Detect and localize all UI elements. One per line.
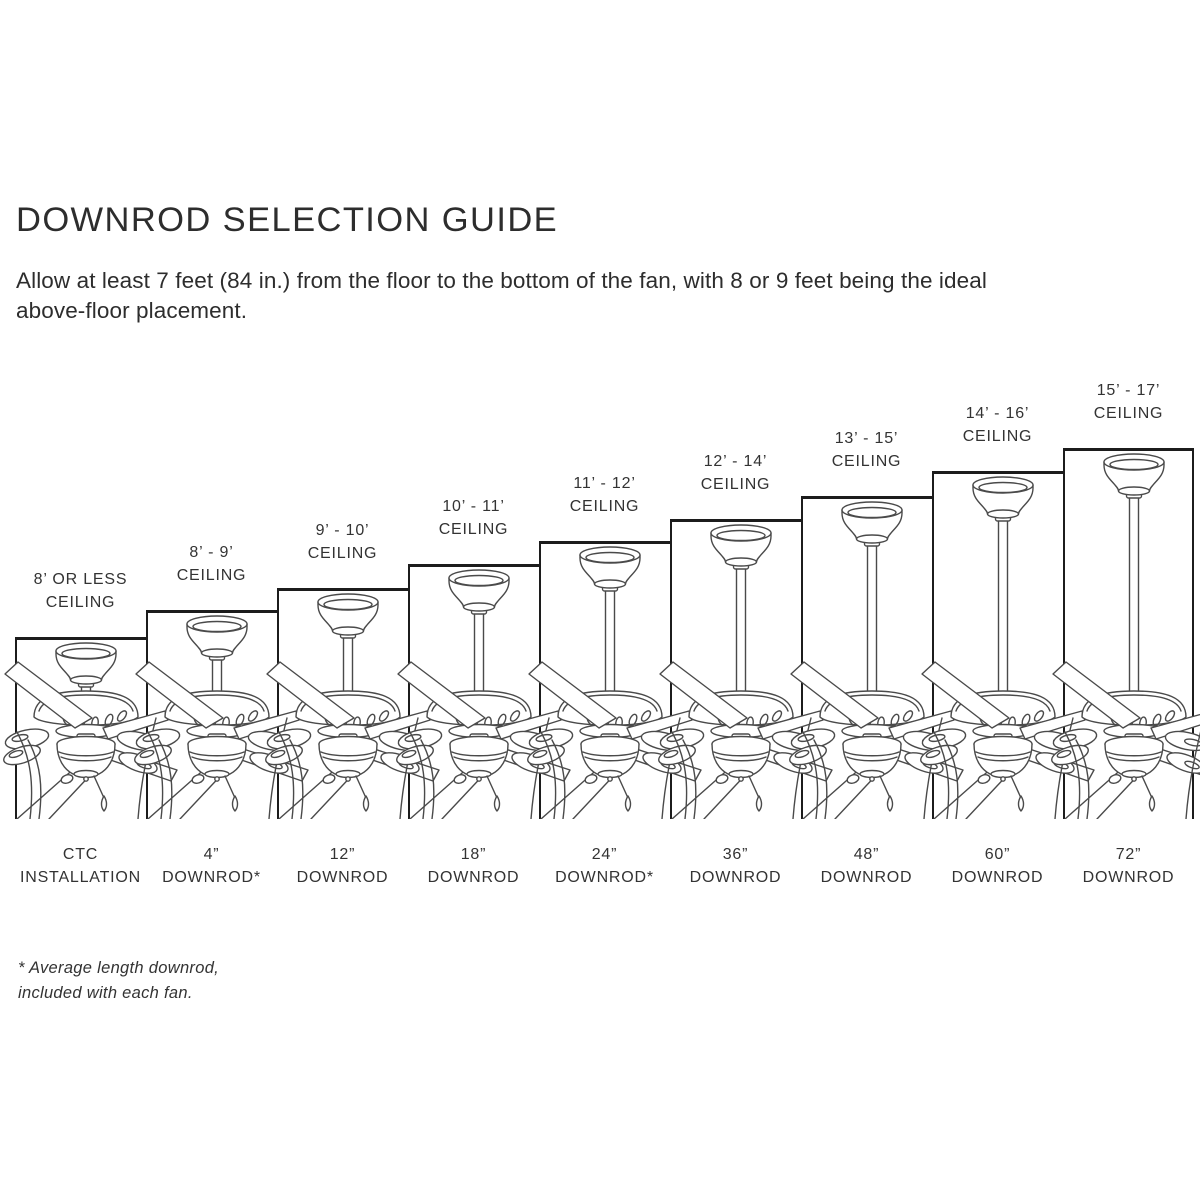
- ceiling-height-line-1: 15’ - 17’: [1096, 382, 1161, 399]
- ceiling-step-box: [1063, 448, 1194, 819]
- downrod-size-line-2: DOWNROD*: [555, 869, 654, 886]
- downrod-size-line-2: DOWNROD*: [162, 869, 261, 886]
- ceiling-step-box: [539, 541, 670, 819]
- downrod-size-line-2: INSTALLATION: [19, 869, 142, 886]
- footnote: [18, 956, 219, 1006]
- ceiling-height-line-1: 8’ - 9’: [189, 544, 234, 561]
- ceiling-step-box: [801, 496, 932, 819]
- ceiling-height-line-1: 11’ - 12’: [573, 475, 636, 492]
- ceiling-height-line-1: 10’ - 11’: [442, 498, 505, 515]
- ceiling-height-line-2: CEILING: [569, 498, 640, 515]
- ceiling-step-box: [277, 588, 408, 819]
- downrod-size-line-1: 4”: [203, 846, 220, 863]
- footnote-line-2: included with each fan.: [18, 984, 193, 1002]
- downrod-size-line-2: DOWNROD: [296, 869, 389, 886]
- ceiling-height-line-2: CEILING: [438, 521, 509, 538]
- page-title: DOWNROD SELECTION GUIDE: [16, 201, 559, 239]
- ceiling-height-line-1: 9’ - 10’: [315, 522, 370, 539]
- ceiling-height-line-2: CEILING: [307, 545, 378, 562]
- ceiling-height-line-2: CEILING: [962, 428, 1033, 445]
- downrod-size-line-2: DOWNROD: [689, 869, 782, 886]
- ceiling-step-box: [932, 471, 1063, 819]
- intro-line-1: Allow at least 7 feet (84 in.) from the floor to the bottom of the fan, with 8 or 9 feet being the ideal: [16, 268, 987, 293]
- intro-line-2: above-floor placement.: [16, 298, 248, 323]
- downrod-size-line-1: 12”: [329, 846, 356, 863]
- ceiling-height-line-2: CEILING: [1093, 405, 1164, 422]
- ceiling-height-line-2: CEILING: [176, 567, 247, 584]
- ceiling-height-line-1: 13’ - 15’: [834, 430, 899, 447]
- ceiling-step-box: [15, 637, 146, 819]
- ceiling-height-line-2: CEILING: [831, 453, 902, 470]
- downrod-size-line-1: CTC: [62, 846, 99, 863]
- ceiling-step-box: [146, 610, 277, 819]
- ceiling-height-line-1: 8’ OR LESS: [33, 571, 128, 588]
- downrod-size-line-2: DOWNROD: [1082, 869, 1175, 886]
- ceiling-height-line-2: CEILING: [45, 594, 116, 611]
- downrod-size-line-1: 72”: [1115, 846, 1142, 863]
- downrod-size-line-2: DOWNROD: [951, 869, 1044, 886]
- ceiling-height-line-1: 14’ - 16’: [965, 405, 1030, 422]
- downrod-size-line-2: DOWNROD: [820, 869, 913, 886]
- downrod-size-line-2: DOWNROD: [427, 869, 520, 886]
- ceiling-step-box: [408, 564, 539, 819]
- ceiling-height-line-2: CEILING: [700, 476, 771, 493]
- ceiling-step-box: [670, 519, 801, 819]
- downrod-size-line-1: 60”: [984, 846, 1011, 863]
- footnote-line-1: * Average length downrod,: [18, 959, 220, 977]
- downrod-size-line-1: 24”: [591, 846, 618, 863]
- downrod-size-line-1: 18”: [460, 846, 487, 863]
- downrod-size-label: [1051, 843, 1200, 889]
- downrod-size-line-1: 48”: [853, 846, 880, 863]
- ceiling-height-line-1: 12’ - 14’: [703, 453, 768, 470]
- ceiling-height-label: [1051, 379, 1200, 425]
- downrod-size-line-1: 36”: [722, 846, 749, 863]
